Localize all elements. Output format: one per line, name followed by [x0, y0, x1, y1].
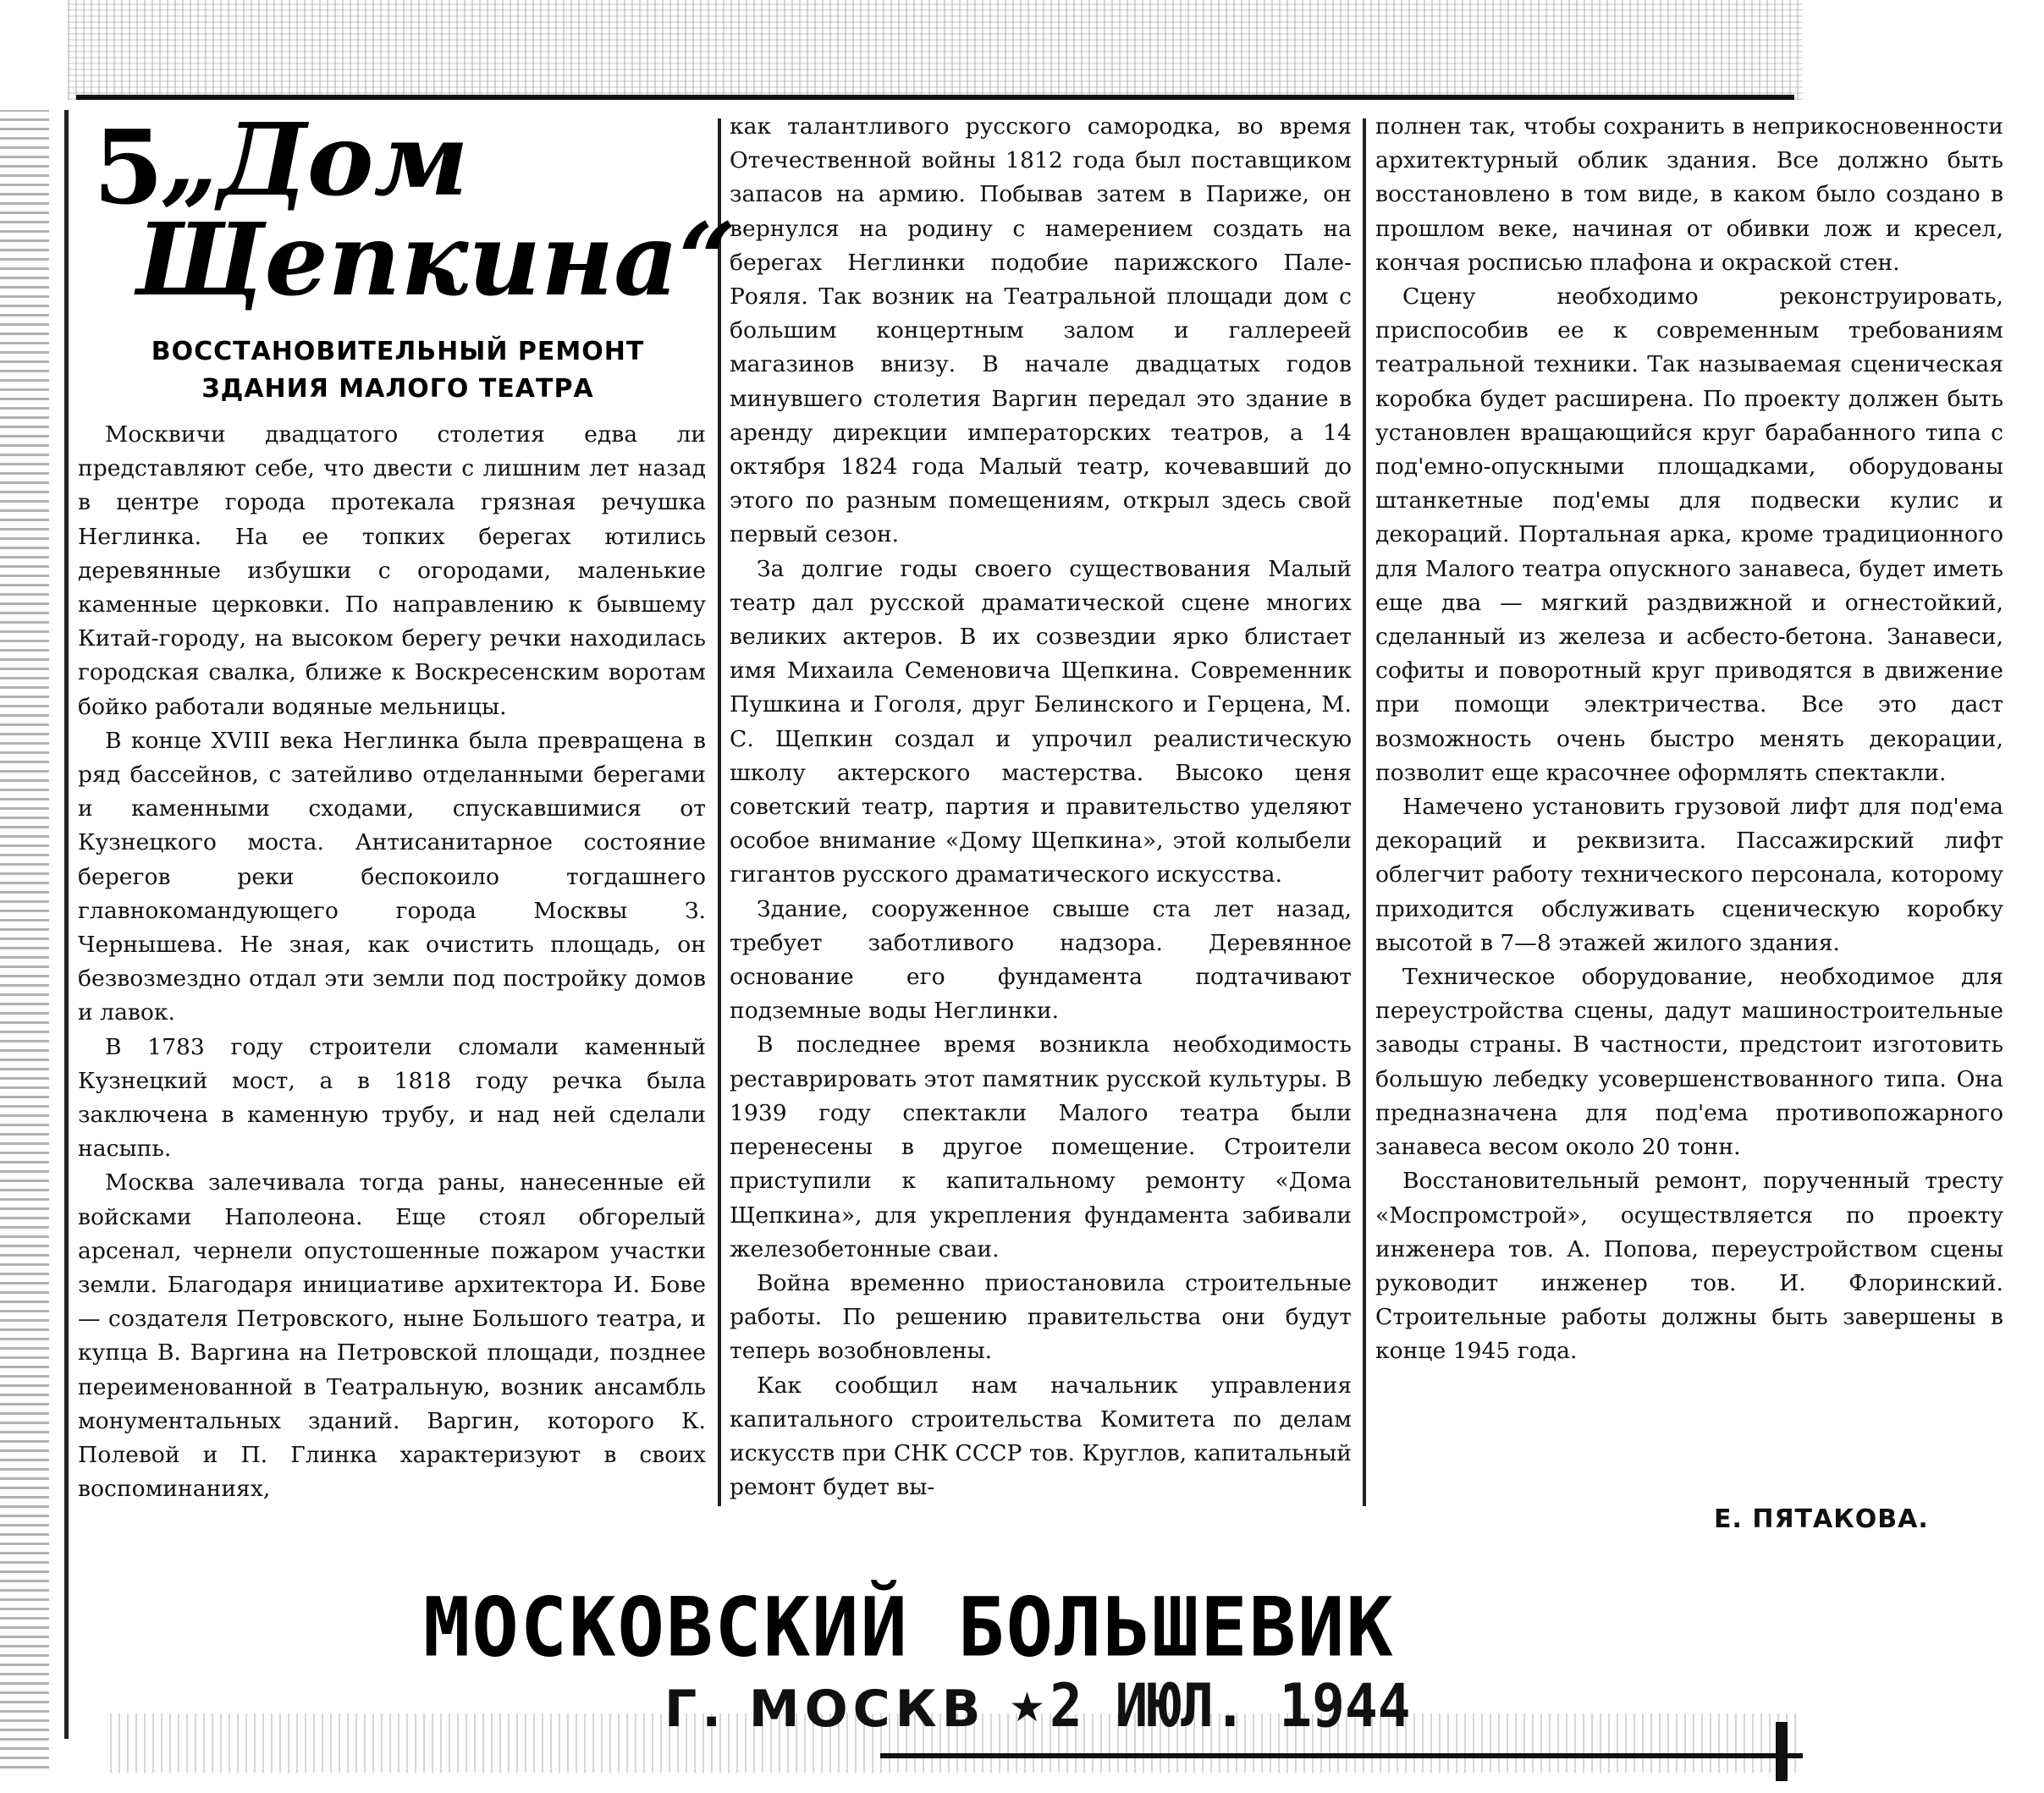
- top-rule: [76, 95, 1794, 100]
- subheadline-line-2: ЗДАНИЯ МАЛОГО ТЕАТРА: [201, 374, 594, 404]
- headline-line-2: Щепкина“: [135, 201, 736, 318]
- paragraph: Здание, сооруженное свыше ста лет назад, требует заботливого надзора. Деревянное основание его фундамента подтачивают подземные воды Неглинки.: [730, 895, 1352, 1025]
- paragraph: В последнее время возникла необходимость реставрировать этот памятник русской культуры. В 1939 году спектакли Малого театра были перенесены в другое помещение. Строители приступили к капитальному ремонту «Дома Щепкина», для укрепления фундамента забивали железобетонные сваи.: [730, 1031, 1352, 1262]
- article-headline: [93, 101, 736, 322]
- top-scan-noise: [68, 0, 1803, 100]
- paragraph: Намечено установить грузовой лифт для под'ема декораций и реквизита. Пассажирский лифт облегчит работу технического персонала, которому приходится обслуживать сценическую коробку высотой в 7—8 этажей жилого здания.: [1375, 794, 2003, 956]
- paragraph: Как сообщил нам начальник управления капитального строительства Комитета по делам искусств при СНК СССР тов. Круглов, капитальный ремонт будет вы-: [730, 1372, 1352, 1501]
- star-icon: ★: [1009, 1684, 1046, 1731]
- column-rule-1: [718, 118, 721, 1506]
- paragraph: Москвичи двадцатого столетия едва ли представляют себе, что двести с лишним лет назад в центре города протекала грязная речушка Неглинка. На ее топких берегах ютились деревянные избушки с огородами, маленькие каменные церковки. По направлению к бывшему Китай-городу, на высоком берегу речки находилась городская свалка, ближе к Воскресенским воротам бойко работали водяные мельницы.: [78, 421, 706, 720]
- article-column-1: [78, 418, 706, 1507]
- author-byline: Е. ПЯТАКОВА.: [1714, 1504, 1929, 1534]
- newspaper-stamp-title: МОСКОВСКИЙ БОЛЬШЕВИК: [423, 1580, 1395, 1675]
- paragraph: как талантливого русского самородка, во время Отечественной войны 1812 года был поставщиком запасов на армию. Побывав затем в Париже, он вернулся на родину с намерением создать на берегах Неглинки подобие парижского Пале-Рояля. Так возник на Театральной площади дом с большим концертным залом и галлереей магазинов внизу. В начале двадцатых годов минувшего столетия Варгин передал это здание в аренду дирекции императорских театров, а 14 октября 1824 года Малый театр, кочевавший до этого по разным помещениям, открыл здесь свой первый сезон.: [730, 113, 1352, 548]
- subheadline-line-1: ВОССТАНОВИТЕЛЬНЫЙ РЕМОНТ: [151, 337, 645, 366]
- paragraph: Война временно приостановила строительные работы. По решению правительства они будут теперь возобновлены.: [730, 1269, 1352, 1365]
- paragraph: Сцену необходимо реконструировать, приспособив ее к современным требованиям театральной техники. Так называемая сценическая коробка будет расширена. По проекту должен быть установлен вращающийся круг барабанного типа с под'емно-опускными площадками, оборудованы штанкетные под'емы для подвески кулис и декораций. Портальная арка, кроме традиционного для Малого театра опускного занавеса, будет иметь еще два — мягкий раздвижной и огнестойкий, сделанный из железа и асбесто-бетона. Занавеси, софиты и поворотный круг приводятся в движение при помощи электричества. Все это даст возможность очень быстро менять декорации, позволит еще красочнее оформлять спектакли.: [1375, 283, 2003, 786]
- bottom-rule: [880, 1753, 1803, 1758]
- paragraph: В 1783 году строители сломали каменный Кузнецкий мост, а в 1818 году речка была заключена в каменную трубу, и над ней сделали насыпь.: [78, 1033, 706, 1163]
- column-rule-2: [1363, 118, 1366, 1506]
- paragraph: полнен так, чтобы сохранить в неприкосновенности архитектурный облик здания. Все должно быть восстановлено в том виде, в каком было создано в прошлом веке, начиная от обивки лож и кресел, кончая росписью плафона и окраской стен.: [1375, 113, 2003, 276]
- headline-line-1: „Дом: [161, 101, 469, 218]
- article-number: 5: [93, 108, 164, 228]
- bottom-right-mark: [1776, 1722, 1788, 1781]
- left-border-rule: [64, 110, 69, 1739]
- article-column-2: [730, 110, 1352, 1504]
- paragraph: В конце XVIII века Неглинка была превращена в ряд бассейнов, с затейливо отделанными берегами и каменными сходами, спускавшимися от Кузнецкого моста. Антисанитарное состояние берегов реки беспокоило тогдашнего главнокомандующего города Москвы З. Чернышева. Не зная, как очистить площадь, он безвозмездно отдал эти земли под постройку домов и лавок.: [78, 727, 706, 1026]
- article-column-3: [1375, 110, 2003, 1369]
- bottom-scan-noise: [110, 1713, 1803, 1773]
- stamp-city: Г. МОСКВ: [664, 1680, 986, 1739]
- paragraph: Восстановительный ремонт, порученный тресту «Моспромстрой», осуществляется по проекту инженера тов. А. Попова, переустройством сцены руководит инженер тов. И. Флоринский. Строительные работы должны быть завершены в конце 1945 года.: [1375, 1168, 2003, 1365]
- stamp-date: 2 ИЮЛ. 1944: [1050, 1671, 1411, 1741]
- paragraph: За долгие годы своего существования Малый театр дал русской драматической сцене многих великих актеров. В их созвездии ярко блистает имя Михаила Семеновича Щепкина. Современник Пушкина и Гоголя, друг Белинского и Герцена, М. С. Щепкин создал и упрочил реалистическую школу актерского мастерства. Высоко ценя советский театр, партия и правительство уделяют особое внимание «Дому Щепкина», этой колыбели гигантов русского драматического искусства.: [730, 555, 1352, 888]
- paragraph: Москва залечивала тогда раны, нанесенные ей войсками Наполеона. Еще стоял обгорелый арсенал, чернели опустошенные пожаром участки земли. Благодаря инициативе архитектора И. Бове — создателя Петровского, ныне Большого театра, и купца В. Варгина на Петровской площади, позднее переименованной в Театральную, возник ансамбль монументальных зданий. Варгин, которого К. Полевой и П. Глинка характеризуют в своих воспоминаниях,: [78, 1169, 706, 1503]
- paragraph: Техническое оборудование, необходимое для переустройства сцены, дадут машиностроительные заводы страны. В частности, предстоит изготовить большую лебедку усовершенствованного типа. Она предназначена для под'ема противопожарного занавеса весом около 20 тонн.: [1375, 964, 2003, 1161]
- left-scan-edge: [0, 110, 49, 1768]
